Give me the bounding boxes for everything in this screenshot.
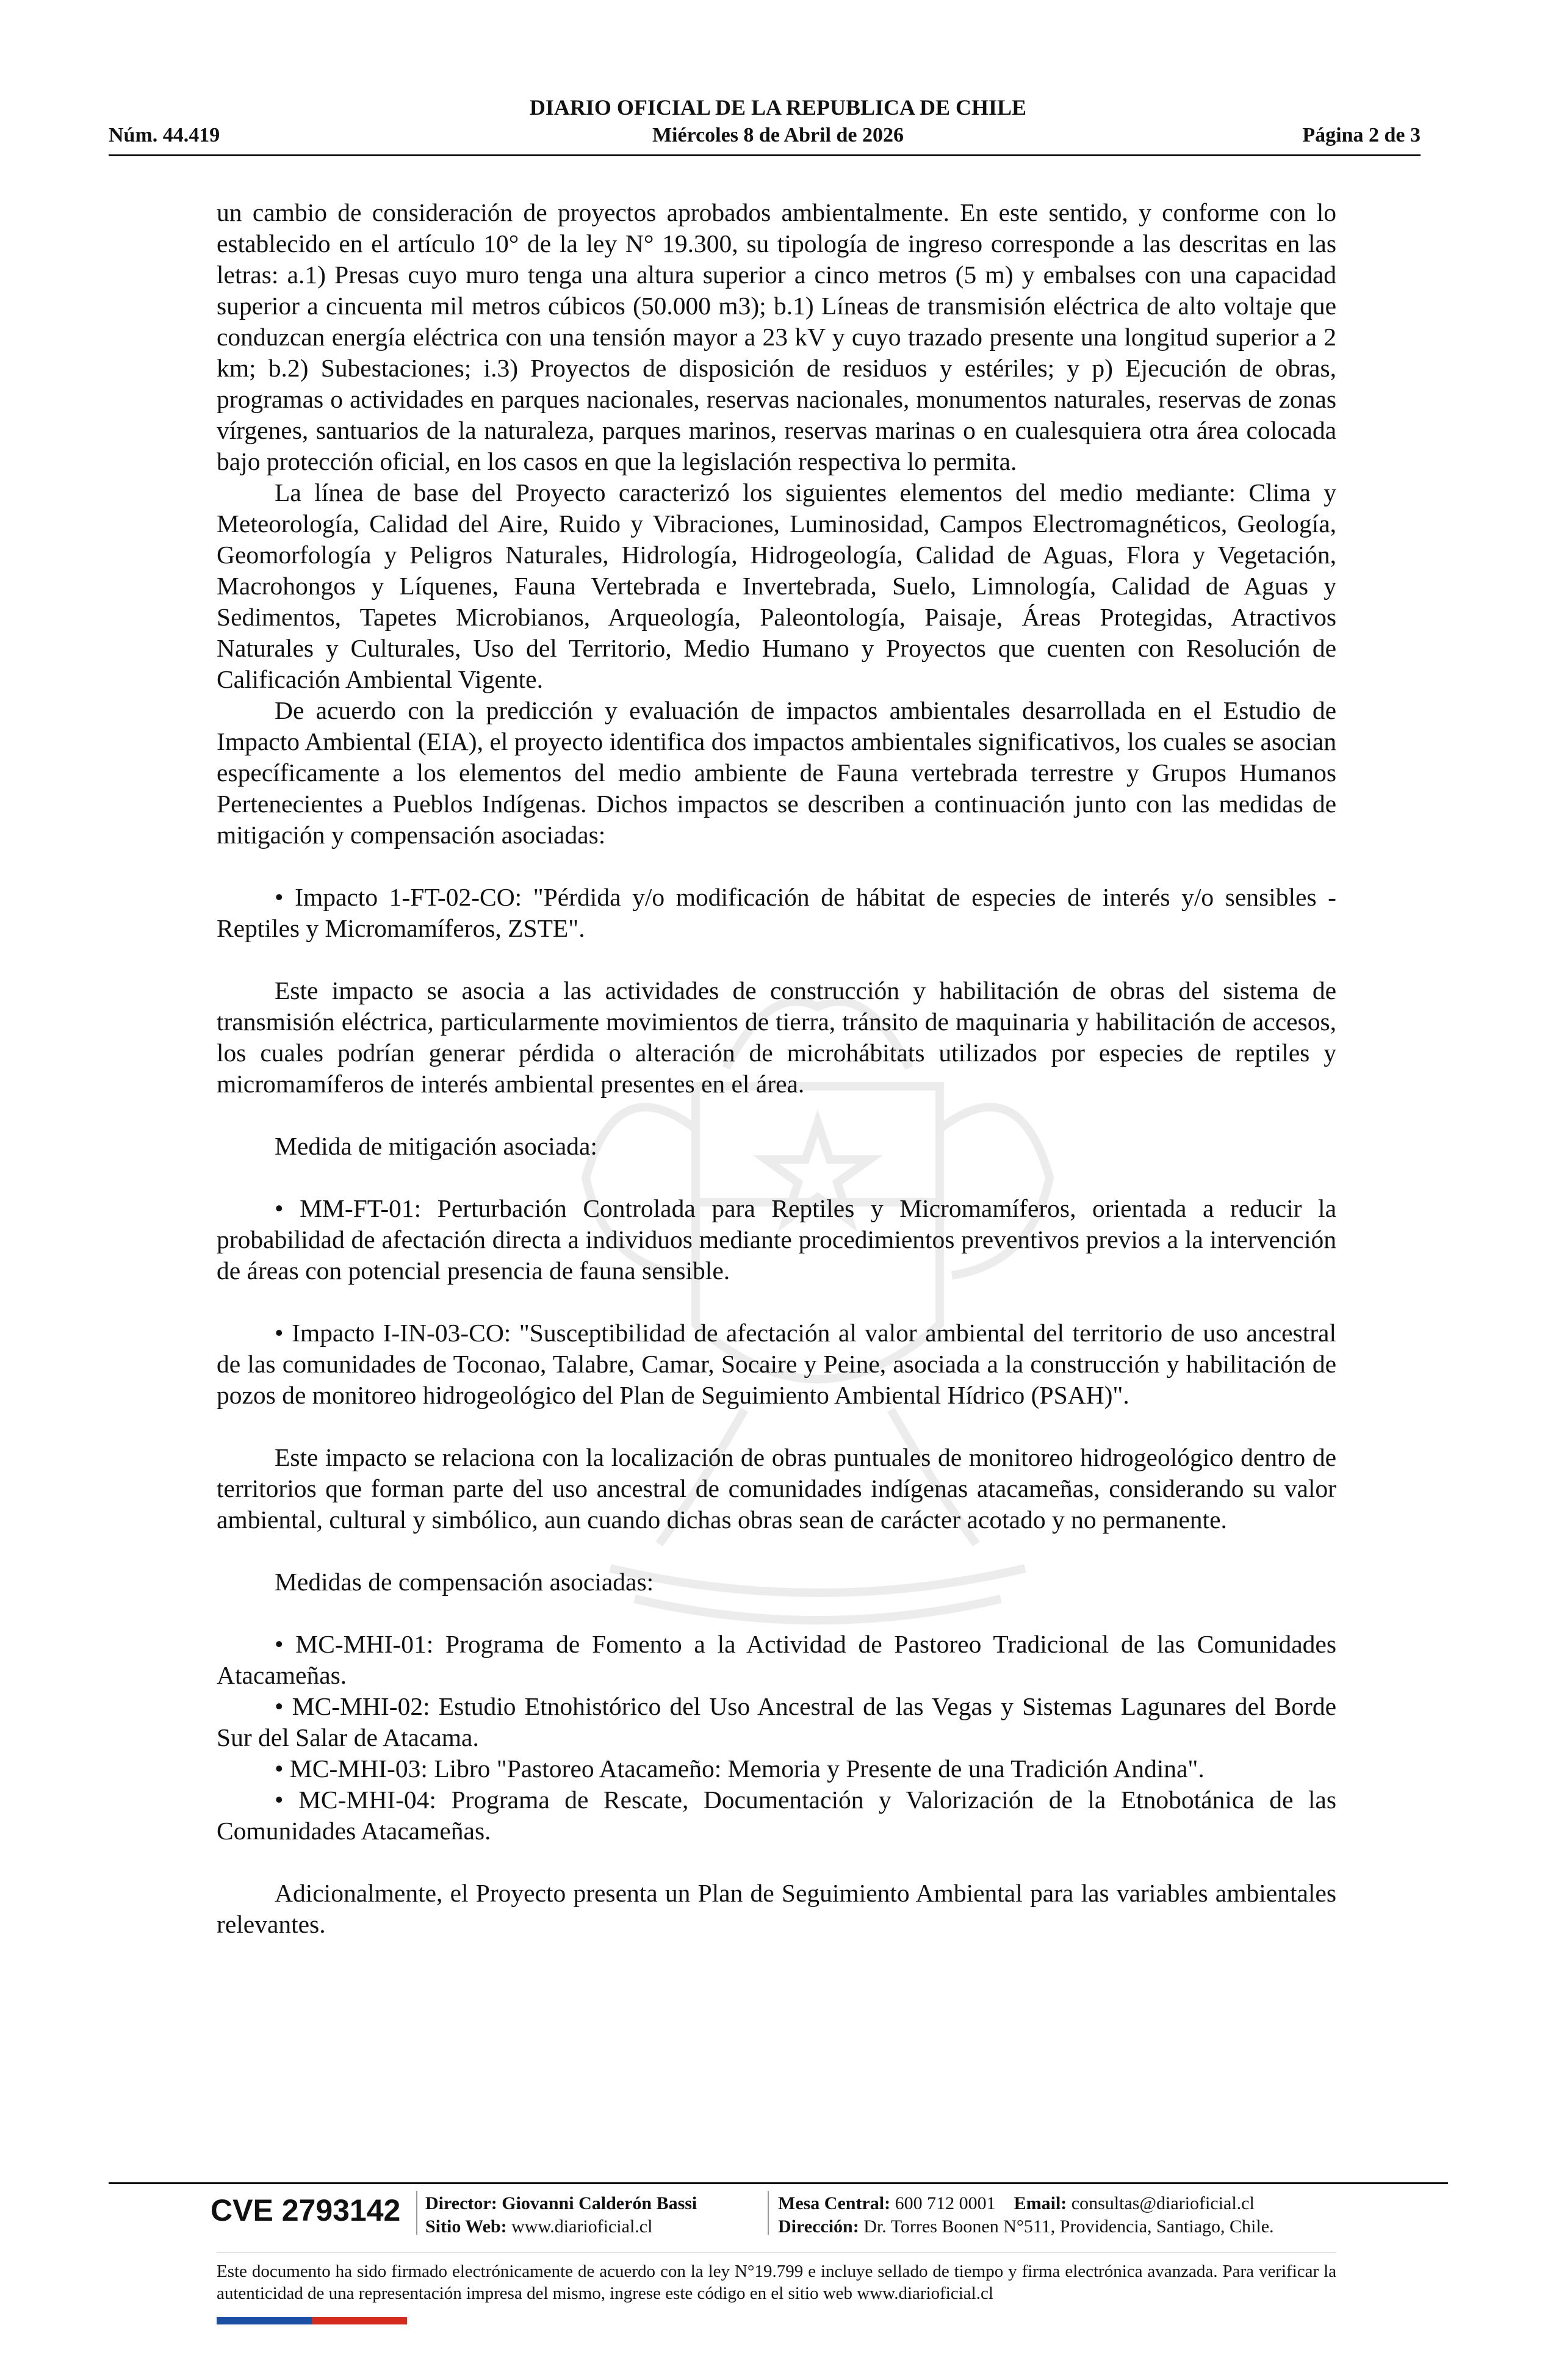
body-paragraph: un cambio de consideración de proyectos aprobados ambientalmente. En este sentido, y conforme con lo establecido en el artículo 10° de la ley N° 19.300, su tipología de ingreso corresponde a las descritas en las letras: a.1) Presas cuyo muro tenga una altura superior a cinco metros (5 m) y embalses con una capacidad superior a cincuenta mil metros cúbicos (50.000 m3); b.1) Líneas de transmisión eléctrica de alto voltaje que conduzcan energía eléctrica con una tensión mayor a 23 kV y cuyo trazado presente una longitud superior a 2 km; b.2) Subestaciones; i.3) Proyectos de disposición de residuos y estériles; y p) Ejecución de obras, programas o actividades en parques nacionales, reservas nacionales, monumentos naturales, reservas de zonas vírgenes, santuarios de la naturaleza, parques marinos, reservas marinas o en cualesquiera otra área colocada bajo protección oficial, en los casos en que la legislación respectiva lo permita. — [217, 198, 1336, 475]
flag-stripe-blue — [217, 2317, 312, 2324]
body-paragraph: Este impacto se asocia a las actividades de construcción y habilitación de obras del sistema de transmisión eléctrica, particularmente movimientos de tierra, tránsito de maquinaria y habilitación de accesos, los cuales podrían generar pérdida o alteración de microhábitats utilizados por especies de reptiles y micromamíferos de interés ambiental presentes en el área. — [217, 976, 1336, 1098]
publication-date: Miércoles 8 de Abril de 2026 — [652, 124, 904, 146]
document-body — [217, 197, 1336, 1940]
newspaper-title: DIARIO OFICIAL DE LA REPUBLICA DE CHILE — [529, 95, 1027, 120]
measure-item: • MC-MHI-01: Programa de Fomento a la Actividad de Pastoreo Tradicional de las Comunidades Atacameñas. — [217, 1630, 1336, 1689]
impact-item: • Impacto 1-FT-02-CO: "Pérdida y/o modificación de hábitat de especies de interés y/o sensibles - Reptiles y Micromamíferos, ZSTE". — [217, 883, 1336, 942]
email-link[interactable]: consultas@diarioficial.cl — [1071, 2193, 1255, 2213]
page-indicator: Página 2 de 3 — [1302, 124, 1421, 146]
footer-director-block — [425, 2192, 697, 2238]
section-label: Medidas de compensación asociadas: — [275, 1568, 654, 1596]
measure-item: • MC-MHI-04: Programa de Rescate, Documentación y Valorización de la Etnobotánica de las Comunidades Atacameñas. — [217, 1786, 1336, 1845]
signature-note: Este documento ha sido firmado electrónicamente de acuerdo con la ley N°19.799 e incluye sellado de tiempo y firma electrónica avanzada. Para verificar la autenticidad de una representación impresa del mismo, ingrese este código en el sitio web www.diarioficial.cl — [217, 2262, 1336, 2303]
email-label: Email: — [1014, 2193, 1067, 2213]
cve-code: CVE 2793142 — [211, 2193, 401, 2227]
director-label: Director: — [425, 2193, 497, 2213]
address-label: Dirección: — [778, 2216, 859, 2237]
website-link[interactable]: www.diarioficial.cl — [511, 2216, 653, 2237]
measure-item: • MC-MHI-03: Libro "Pastoreo Atacameño: Memoria y Presente de una Tradición Andina". — [275, 1754, 1205, 1783]
body-paragraph: Este impacto se relaciona con la localización de obras puntuales de monitoreo hidrogeológico dentro de territorios que forman parte del uso ancestral de comunidades indígenas atacameñas, considerando su valor ambiental, cultural y simbólico, aun cuando dichas obras sean de carácter acotado y no permanente. — [217, 1443, 1336, 1534]
body-paragraph: Adicionalmente, el Proyecto presenta un Plan de Seguimiento Ambiental para las variables ambientales relevantes. — [217, 1879, 1336, 1938]
footer-separator — [416, 2191, 417, 2235]
address-text: Dr. Torres Boonen N°511, Providencia, Santiago, Chile. — [863, 2216, 1274, 2237]
phone-number: 600 712 0001 — [895, 2193, 996, 2213]
director-name: Giovanni Calderón Bassi — [502, 2193, 697, 2213]
issue-number: Núm. 44.419 — [109, 124, 220, 146]
impact-item: • Impacto I-IN-03-CO: "Susceptibilidad de afectación al valor ambiental del territorio de uso ancestral de las comunidades de Toconao, Talabre, Camar, Socaire y Peine, asociada a la construcción y habilitación de pozos de monitoreo hidrogeológico del Plan de Seguimiento Ambiental Hídrico (PSAH)". — [217, 1319, 1336, 1409]
measure-item: • MC-MHI-02: Estudio Etnohistórico del Uso Ancestral de las Vegas y Sistemas Lagunares del Borde Sur del Salar de Atacama. — [217, 1692, 1336, 1751]
footer-separator — [768, 2191, 769, 2235]
flag-stripe-red — [312, 2317, 407, 2324]
phone-label: Mesa Central: — [778, 2193, 891, 2213]
website-label: Sitio Web: — [425, 2216, 507, 2237]
footer-contact-block — [778, 2192, 1274, 2238]
body-paragraph: La línea de base del Proyecto caracterizó los siguientes elementos del medio mediante: Clima y Meteorología, Calidad del Aire, Ruido y Vibraciones, Luminosidad, Campos Electromagnéticos, Geología, Geomorfología y Peligros Naturales, Hidrología, Hidrogeología, Calidad de Aguas, Flora y Vegetación, Macrohongos y Líquenes, Fauna Vertebrada e Invertebrada, Suelo, Limnología, Calidad de Aguas y Sedimentos, Tapetes Microbianos, Arqueología, Paleontología, Paisaje, Áreas Protegidas, Atractivos Naturales y Culturales, Uso del Territorio, Medio Humano y Proyectos que cuenten con Resolución de Calificación Ambiental Vigente. — [217, 478, 1336, 693]
body-paragraph: De acuerdo con la predicción y evaluación de impactos ambientales desarrollada en el Estudio de Impacto Ambiental (EIA), el proyecto identifica dos impactos ambientales significativos, los cuales se asocian específicamente a los elementos del medio ambiente de Fauna vertebrada terrestre y Grupos Humanos Pertenecientes a Pueblos Indígenas. Dichos impactos se describen a continuación junto con las medidas de mitigación y compensación asociadas: — [217, 696, 1336, 849]
footer-divider — [109, 2182, 1448, 2184]
measure-item: • MM-FT-01: Perturbación Controlada para Reptiles y Micromamíferos, orientada a reducir la probabilidad de afectación directa a individuos mediante procedimientos preventivos previos a la intervención de áreas con potencial presencia de fauna sensible. — [217, 1194, 1336, 1285]
section-label: Medida de mitigación asociada: — [275, 1132, 597, 1160]
header-divider — [109, 154, 1421, 156]
